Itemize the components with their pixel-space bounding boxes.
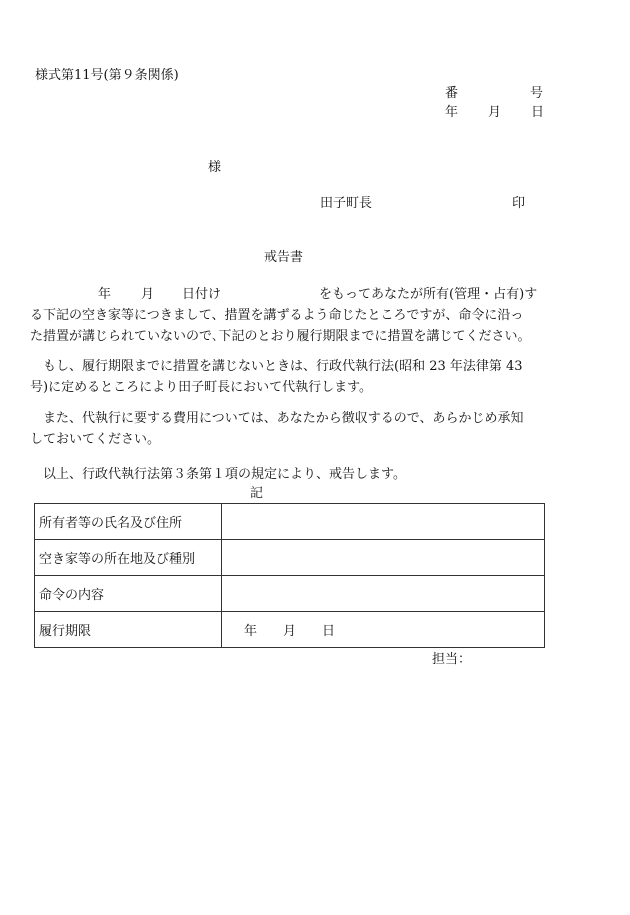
deadline-day: 日 xyxy=(322,624,336,639)
contact-label: 担当： xyxy=(432,652,472,667)
date-year: 年 xyxy=(445,105,459,120)
paragraph-execution xyxy=(30,356,560,398)
table-row xyxy=(35,576,545,612)
row-label-location: 空き家等の所在地及び種別 xyxy=(35,540,222,576)
paragraph-execution-line1: もし、履行期限までに措置を講じないときは、行政代執行法(昭和 23 年法律第 43 xyxy=(43,359,523,374)
ki-marker: 記 xyxy=(250,486,264,501)
addressee-suffix: 様 xyxy=(208,160,222,175)
paragraph-notice xyxy=(30,284,560,347)
sender-line xyxy=(320,196,525,212)
date-day: 日 xyxy=(531,105,545,120)
paragraph-conclusion xyxy=(30,464,560,485)
paragraph-notice-line2: る下記の空き家等につきまして、措置を講ずるよう命じたところですが、命令に沿っ xyxy=(30,308,524,323)
row-value-order xyxy=(222,576,545,612)
document-number-line xyxy=(445,86,543,102)
row-value-location xyxy=(222,540,545,576)
row-value-owner xyxy=(222,504,545,540)
row-label-owner: 所有者等の氏名及び住所 xyxy=(35,504,222,540)
table-row xyxy=(35,540,545,576)
notice-month: 月 xyxy=(141,287,155,302)
deadline-year: 年 xyxy=(244,624,258,639)
paragraph-execution-line2: 号)に定めるところにより田子町長において代執行します。 xyxy=(30,380,373,395)
notice-dated: 日付け xyxy=(182,287,222,302)
deadline-month: 月 xyxy=(283,624,297,639)
table-row xyxy=(35,504,545,540)
paragraph-cost-line2: しておいてください。 xyxy=(30,432,161,447)
number-suffix: 号 xyxy=(530,86,544,101)
row-value-deadline xyxy=(222,612,545,648)
table-row xyxy=(35,612,545,648)
notice-line1-rest: をもってあなたが所有(管理・占有)す xyxy=(319,287,538,302)
row-label-order: 命令の内容 xyxy=(35,576,222,612)
paragraph-cost xyxy=(30,408,560,450)
paragraph-cost-line1: また、代執行に要する費用については、あなたから徴収するので、あらかじめ承知 xyxy=(43,411,524,426)
document-title: 戒告書 xyxy=(264,250,304,265)
paragraph-conclusion-line1: 以上、行政代執行法第３条第１項の規定により、戒告します。 xyxy=(43,467,406,482)
document-date-line xyxy=(445,105,544,121)
notice-year: 年 xyxy=(98,287,112,302)
sender-title: 田子町長 xyxy=(320,196,373,211)
date-month: 月 xyxy=(488,105,502,120)
seal-mark: 印 xyxy=(512,196,526,211)
number-label: 番 xyxy=(445,86,459,101)
paragraph-notice-line1 xyxy=(30,284,560,305)
row-label-deadline: 履行期限 xyxy=(35,612,222,648)
details-table xyxy=(34,503,545,648)
form-label: 様式第11号(第９条関係) xyxy=(35,68,179,83)
paragraph-notice-line3: た措置が講じられていないので､下記のとおり履行期限までに措置を講じてください。 xyxy=(30,329,531,344)
